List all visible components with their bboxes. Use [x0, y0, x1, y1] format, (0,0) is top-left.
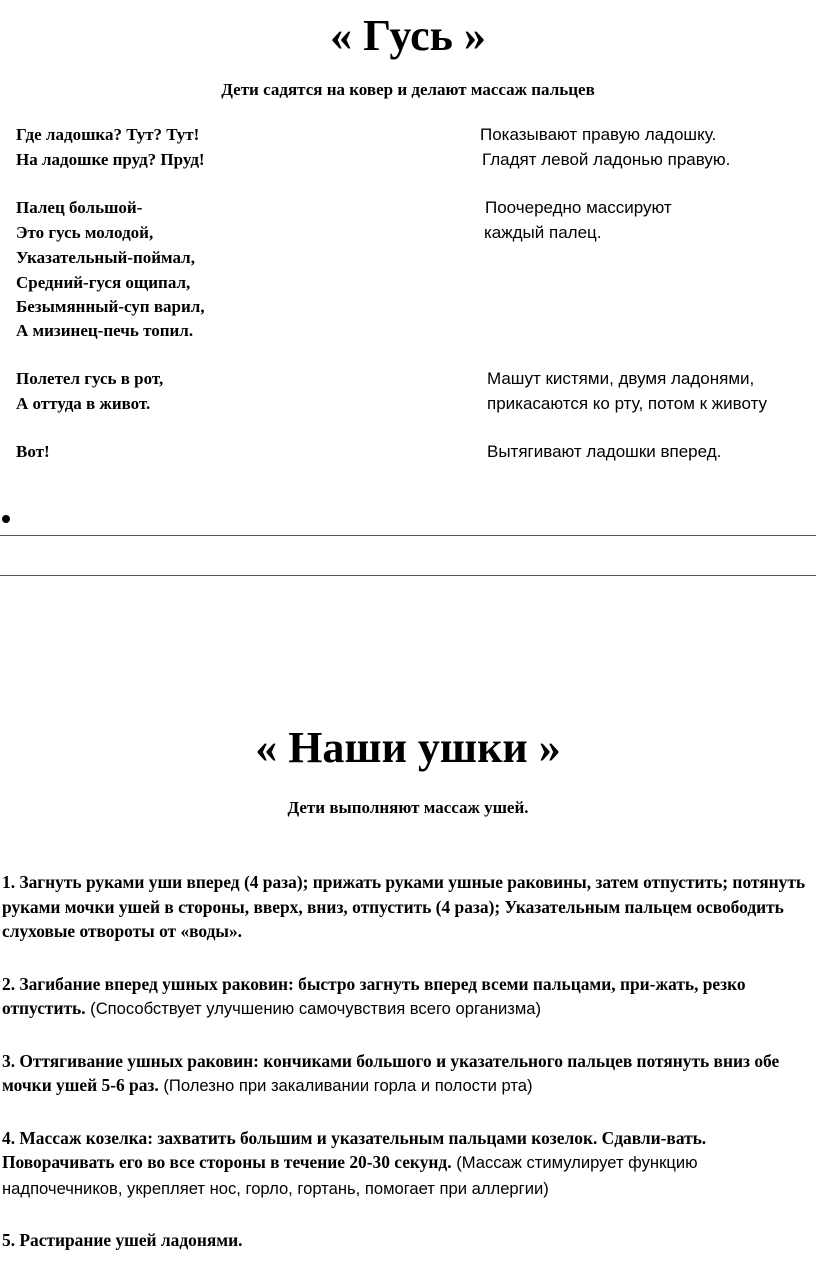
verse-line: Где ладошка? Тут? Тут! — [16, 125, 200, 144]
step-paragraph — [2, 870, 814, 945]
verse-action: каждый палец. — [484, 223, 602, 242]
verse-line: Указательный-поймал, — [16, 248, 195, 267]
horizontal-rule — [0, 535, 816, 536]
step-paragraph — [2, 1049, 814, 1099]
verse-action: Показывают правую ладошку. — [480, 125, 717, 144]
goose-subtitle: Дети садятся на ковер и делают массаж пальцев — [221, 80, 595, 99]
step-paragraph — [2, 1126, 814, 1202]
verse-action: прикасаются ко рту, потом к животу — [487, 394, 768, 413]
step-paragraph — [2, 1228, 814, 1254]
bullet-dot — [2, 515, 10, 523]
verse-line: Вот! — [16, 442, 50, 461]
step-bold-text: 3. Оттягивание ушных раковин: кончиками большого и указательного пальцев потянуть вниз обе мочки ушей 5-6 раз. — [2, 1050, 780, 1095]
verse-line: Это гусь молодой, — [16, 223, 154, 242]
verse-line: Полетел гусь в рот, — [16, 369, 164, 388]
verse-action: Гладят левой ладонью правую. — [482, 150, 731, 169]
ears-subtitle: Дети выполняют массаж ушей. — [287, 798, 529, 817]
verse-line: Безымянный-суп варил, — [16, 297, 205, 316]
step-bold-text: 5. Растирание ушей ладонями. — [2, 1230, 243, 1250]
step-bold-text: 2. Загибание вперед ушных раковин: быстро загнуть вперед всеми пальцами, при-жать, резко отпустить. — [2, 973, 746, 1018]
step-paragraph — [2, 972, 814, 1022]
step-note: (Полезно при закаливании горла и полости рта) — [158, 1076, 533, 1095]
verse-action: Машут кистями, двумя ладонями, — [487, 369, 755, 388]
ears-title: « Наши ушки » — [255, 723, 561, 772]
verse-line: А оттуда в живот. — [16, 394, 151, 413]
step-bold-text: 1. Загнуть руками уши вперед (4 раза); прижать руками ушные раковины, затем отпустить; потянуть руками мочки ушей в стороны, вверх, вниз, отпустить (4 раза); Указательным пальцем освободить слуховые отвороты от «воды». — [2, 872, 806, 941]
verse-action: Вытягивают ладошки вперед. — [487, 442, 722, 461]
verse-line: А мизинец-печь топил. — [16, 321, 194, 340]
verse-line: Палец большой- — [16, 198, 143, 217]
verse-action: Поочередно массируют — [485, 198, 672, 217]
verse-line: На ладошке пруд? Пруд! — [16, 150, 205, 169]
horizontal-rule — [0, 575, 816, 576]
goose-title: « Гусь » — [330, 11, 486, 60]
step-note: (Способствует улучшению самочувствия всего организма) — [85, 999, 542, 1018]
verse-line: Средний-гуся ощипал, — [16, 273, 191, 292]
step-bold-text: 4. Массаж козелка: захватить большим и указательным пальцами козелок. Сдавли-вать. Поворачивать его во все стороны в течение 20-30 секунд. — [2, 1127, 707, 1172]
step-note: (Массаж стимулирует функцию надпочечников, укрепляет нос, горло, гортань, помогает при аллергии) — [2, 1153, 698, 1198]
ears-steps — [2, 870, 814, 1281]
